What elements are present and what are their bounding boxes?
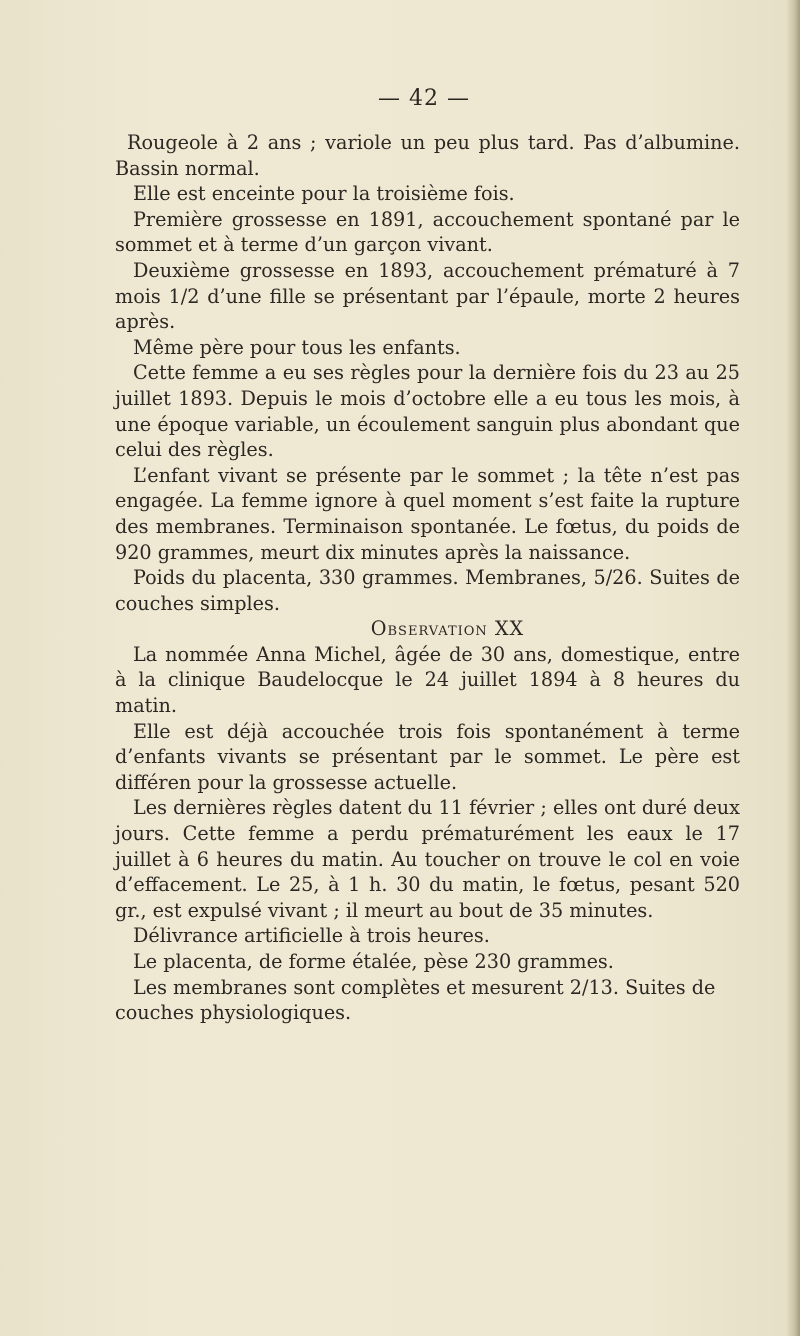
- page-edge-shadow: [786, 0, 800, 1336]
- paragraph-second-pregnancy: Deuxième grossesse en 1893, accouchement prématuré à 7 mois 1/2 d’une fille se présentant par l’épaule, morte 2 heures après.: [115, 258, 740, 334]
- paragraph-last-periods: Cette femme a eu ses règles pour la dernière fois du 23 au 25 juillet 1893. Depuis le mois d’octobre elle a eu tous les mois, à une époque variable, un écoulement sanguin plus abondant que celui des règles.: [115, 361, 740, 462]
- paragraph-first-pregnancy: Première grossesse en 1891, accouchement spontané par le sommet et à terme d’un garçon vivant.: [115, 207, 740, 257]
- page-number: — 42 —: [378, 86, 470, 111]
- paragraph-same-father: Même père pour tous les enfants.: [133, 335, 461, 359]
- body-text: [115, 130, 740, 1026]
- paragraph-last-periods-2: Les dernières règles datent du 11 février ; elles ont duré deux jours. Cette femme a perdu prématurément les eaux le 17 juillet à 6 heures du matin. Au toucher on trouve le col en voie d’effacement. Le 25, à 1 h. 30 du matin, le fœtus, pesant 520 gr., est expulsé vivant ; il meurt au bout de 35 minutes.: [115, 796, 740, 922]
- paragraph-delivery: Délivrance artificielle à trois heures.: [133, 924, 490, 948]
- paragraph-pregnancy-count: Elle est enceinte pour la troisième fois.: [133, 182, 515, 206]
- paragraph-membranes: Les membranes sont complètes et mesurent 2/13. Suites de couches physiologiques.: [115, 975, 716, 1025]
- paragraph-medical-history: Rougeole à 2 ans ; variole un peu plus tard. Pas d’albumine. Bassin normal.: [115, 131, 740, 180]
- observation-heading: Observation XX: [370, 617, 525, 641]
- paragraph-placenta: Le placenta, de forme étalée, pèse 230 grammes.: [133, 950, 614, 973]
- paragraph-presentation: L’enfant vivant se présente par le sommet ; la tête n’est pas engagée. La femme ignore à quel moment s’est faite la rupture des membranes. Terminaison spontanée. Le fœtus, du poids de 920 grammes, meurt dix minutes après la naissance.: [115, 463, 740, 564]
- paragraph-previous-deliveries: Elle est déjà accouchée trois fois spontanément à terme d’enfants vivants se présentant par le sommet. Le père est différen pour la grossesse actuelle.: [115, 719, 740, 794]
- paragraph-placenta-weight: Poids du placenta, 330 grammes. Membranes, 5/26. Suites de couches simples.: [115, 566, 740, 615]
- paragraph-patient-intro: La nommée Anna Michel, âgée de 30 ans, domestique, entre à la clinique Baudelocque le 24 juillet 1894 à 8 heures du matin.: [115, 642, 740, 718]
